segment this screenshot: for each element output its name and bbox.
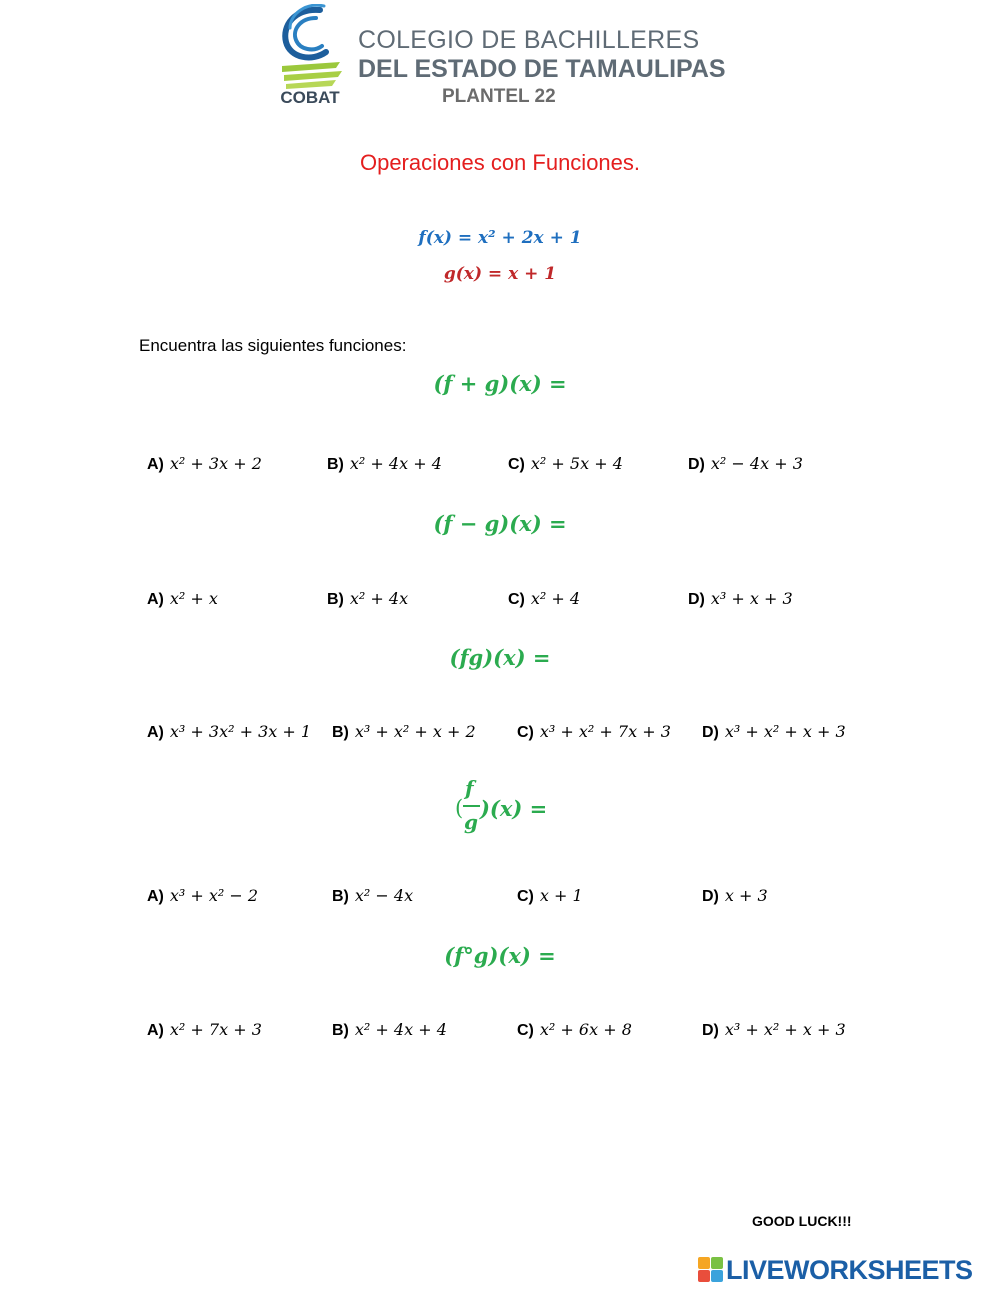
option-answer: x² + 4: [530, 589, 581, 608]
question-4-prompt: [0, 776, 1000, 840]
option-answer: x² − 4x: [354, 886, 414, 905]
question-2-option-d[interactable]: [688, 589, 793, 609]
question-5-option-c[interactable]: [517, 1020, 632, 1040]
question-3-prompt: (fg)(x) =: [449, 645, 551, 670]
option-label: D): [702, 1022, 719, 1039]
question-4-option-b[interactable]: [332, 886, 413, 906]
fraction-numerator: f: [465, 776, 474, 800]
option-label: D): [688, 456, 705, 473]
option-label: B): [327, 591, 344, 608]
option-answer: x³ + x² + 7x + 3: [539, 722, 671, 741]
school-name-line1: COLEGIO DE BACHILLERES: [358, 26, 700, 54]
question-2-prompt: (f − g)(x) =: [433, 511, 567, 536]
question-2-option-c[interactable]: [508, 589, 580, 609]
question-3-option-a[interactable]: [147, 722, 311, 742]
question-1-option-c[interactable]: [508, 454, 623, 474]
option-answer: x³ + x² + x + 3: [724, 722, 846, 741]
option-answer: x² + x: [169, 589, 218, 608]
option-answer: x² + 4x + 4: [354, 1020, 447, 1039]
question-4-option-d[interactable]: [702, 886, 768, 906]
campus-label: PLANTEL 22: [442, 86, 556, 107]
option-label: C): [517, 724, 534, 741]
question-5-prompt: (f°g)(x) =: [444, 943, 556, 968]
option-answer: x² + 6x + 8: [539, 1020, 632, 1039]
option-label: A): [147, 724, 164, 741]
good-luck-text: GOOD LUCK!!!: [752, 1213, 852, 1229]
question-2-option-b[interactable]: [327, 589, 408, 609]
option-label: A): [147, 1022, 164, 1039]
option-answer: x³ + x + 3: [710, 589, 793, 608]
option-answer: x² − 4x + 3: [710, 454, 803, 473]
question-5-option-d[interactable]: [702, 1020, 846, 1040]
question-1-option-b[interactable]: [327, 454, 442, 474]
question-4-option-a[interactable]: [147, 886, 258, 906]
instruction-text: Encuentra las siguientes funciones:: [139, 336, 407, 355]
open-paren: (: [455, 796, 464, 820]
option-label: B): [332, 1022, 349, 1039]
option-label: B): [332, 724, 349, 741]
option-label: D): [702, 724, 719, 741]
function-g: g(x) = x + 1: [443, 264, 557, 284]
option-label: D): [688, 591, 705, 608]
option-label: A): [147, 591, 164, 608]
function-f: f(x) = x² + 2x + 1: [418, 228, 582, 248]
page-title: Operaciones con Funciones.: [359, 150, 641, 175]
option-answer: x³ + x² + x + 2: [354, 722, 476, 741]
question-1-prompt: (f + g)(x) =: [433, 371, 567, 396]
option-answer: x² + 4x: [349, 589, 409, 608]
question-2-option-a[interactable]: [147, 589, 218, 609]
option-label: D): [702, 888, 719, 905]
option-label: B): [332, 888, 349, 905]
question-5-option-b[interactable]: [332, 1020, 447, 1040]
option-label: C): [508, 456, 525, 473]
option-answer: x³ + x² − 2: [169, 886, 259, 905]
question-3-option-c[interactable]: [517, 722, 671, 742]
fraction-rest: )(x) =: [480, 796, 548, 821]
option-answer: x² + 7x + 3: [169, 1020, 262, 1039]
question-3-option-b[interactable]: [332, 722, 476, 742]
question-3-option-d[interactable]: [702, 722, 846, 742]
option-label: B): [327, 456, 344, 473]
question-5-option-a[interactable]: [147, 1020, 262, 1040]
fraction-bar: [463, 805, 480, 807]
option-answer: x³ + 3x² + 3x + 1: [169, 722, 312, 741]
option-answer: x + 1: [539, 886, 583, 905]
school-name-line2: DEL ESTADO DE TAMAULIPAS: [358, 55, 726, 83]
option-label: C): [517, 888, 534, 905]
option-answer: x² + 5x + 4: [530, 454, 623, 473]
option-label: A): [147, 456, 164, 473]
liveworksheets-icon: [698, 1257, 724, 1283]
option-answer: x² + 3x + 2: [169, 454, 262, 473]
question-1-option-d[interactable]: [688, 454, 803, 474]
logo-text: COBAT: [280, 88, 340, 107]
question-4-option-c[interactable]: [517, 886, 583, 906]
liveworksheets-brand: LIVEWORKSHEETS: [726, 1255, 973, 1285]
option-answer: x³ + x² + x + 3: [724, 1020, 846, 1039]
fraction-denominator: g: [464, 810, 478, 834]
option-answer: x + 3: [724, 886, 768, 905]
option-label: A): [147, 888, 164, 905]
option-answer: x² + 4x + 4: [349, 454, 442, 473]
option-label: C): [517, 1022, 534, 1039]
question-1-option-a[interactable]: [147, 454, 262, 474]
option-label: C): [508, 591, 525, 608]
